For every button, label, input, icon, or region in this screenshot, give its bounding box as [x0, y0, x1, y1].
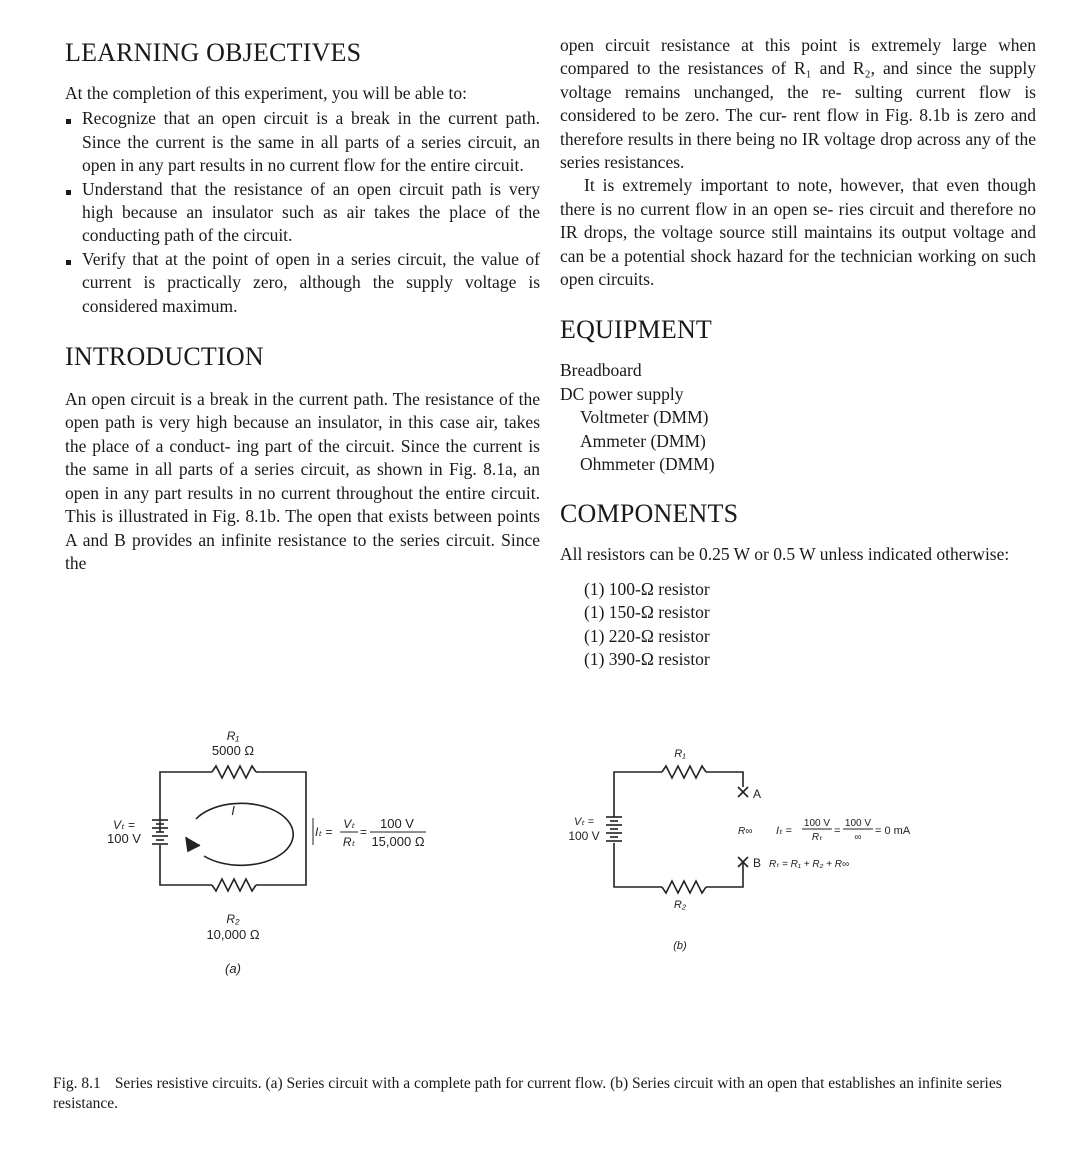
- component-item: (1) 220-Ω resistor: [584, 625, 710, 646]
- point-b-label: B: [753, 856, 762, 870]
- point-a-label: A: [753, 787, 762, 801]
- components-heading: COMPONENTS: [560, 498, 739, 528]
- battery-symbol-a: [152, 820, 168, 844]
- equipment-item: Ohmmeter (DMM): [580, 454, 715, 475]
- formula-frac-num-a: Vₜ: [343, 817, 355, 831]
- objectives-heading: LEARNING OBJECTIVES: [65, 38, 362, 67]
- result-b: = 0 mA: [875, 825, 911, 837]
- open-point-a-marker: [738, 787, 748, 797]
- continuation-para-2: It is extremely important to note, however, that even though there is no current flow in an open se- ries circuit and therefore no IR drops, the voltage source still maintains its output voltage and can be a potential shock hazard for the technician working on such open circuits.: [560, 175, 1036, 290]
- figure-8-1: [0, 715, 1067, 985]
- equipment-heading: EQUIPMENT: [560, 315, 713, 345]
- r1-label-b: R₁: [674, 748, 686, 760]
- resistor-r2-symbol-b: [662, 881, 706, 893]
- rt-formula-b: Rₜ = R₁ + R₂ + R∞: [769, 859, 850, 870]
- objectives-intro: At the completion of this experiment, you will be able to:: [65, 83, 467, 103]
- r-inf-label: R∞: [738, 826, 753, 837]
- components-list: [560, 578, 1036, 672]
- r2-value-a: 10,000 Ω: [206, 927, 260, 942]
- current-loop: [196, 803, 293, 865]
- formula-lhs-a: Iₜ =: [315, 825, 333, 839]
- sub-label-a: (a): [225, 961, 241, 976]
- it-label-b: Iₜ =: [776, 825, 792, 837]
- den2-b: ∞: [854, 832, 862, 843]
- formula-num-a: 100 V: [380, 816, 414, 831]
- equipment-item: Voltmeter (DMM): [580, 407, 709, 428]
- vt-value-b: 100 V: [568, 829, 600, 843]
- formula-a: [313, 816, 426, 849]
- formula-eq-a: =: [360, 825, 368, 839]
- equipment-list: [560, 359, 1036, 476]
- resistor-r2-symbol: [212, 879, 256, 891]
- resistor-r1-symbol-b: [662, 766, 706, 778]
- sub-label-b: (b): [673, 940, 687, 952]
- caption-text: Series resistive circuits. (a) Series circuit with a complete path for current flow. (b) Series circuit with an open that establishes an infinite series resistance.: [53, 1075, 1002, 1112]
- num2-b: 100 V: [844, 818, 872, 829]
- objective-item: Verify that at the point of open in a series circuit, the value of current is practically zero, although the supply voltage is considered maximum.: [65, 248, 540, 318]
- circuit-b: [606, 766, 748, 893]
- right-column: [560, 30, 1036, 672]
- current-label-a: I: [231, 803, 235, 818]
- battery-symbol-b: [606, 817, 622, 841]
- r2-label-a: R₂: [226, 912, 240, 926]
- component-item: (1) 390-Ω resistor: [584, 649, 710, 670]
- objective-item: Recognize that an open circuit is a break in the current path. Since the current is the same in all parts of a series circuit, an open in any part results in no current flow for the entire circuit.: [65, 107, 540, 177]
- component-item: (1) 150-Ω resistor: [584, 602, 710, 623]
- components-intro: All resistors can be 0.25 W or 0.5 W unless indicated otherwise:: [560, 543, 1010, 564]
- eq1-b: =: [834, 825, 841, 837]
- equipment-item: Ammeter (DMM): [580, 430, 706, 451]
- caption-number: Fig. 8.1: [53, 1075, 101, 1092]
- component-item: (1) 100-Ω resistor: [584, 578, 710, 599]
- den1-b: Rₜ: [811, 832, 823, 843]
- equipment-item: Breadboard: [560, 360, 642, 381]
- resistor-r1-symbol: [212, 766, 256, 778]
- r1-value-a: 5000 Ω: [211, 743, 255, 758]
- vt-label-b: Vₜ =: [573, 816, 595, 828]
- formula-frac-den-a: Rₜ: [342, 835, 356, 849]
- formula-den-a: 15,000 Ω: [371, 834, 425, 849]
- continuation-para-1: open circuit resistance at this point is extremely large when compared to the resistances of R₁ and R₂, and since the supply voltage remains unchanged, the re- sulting current flow is considered to be zero. The cur- rent flow in Fig. 8.1b is zero and therefore results in there being no IR voltage drop across any of the series resistances.: [560, 35, 1036, 173]
- objectives-list: [65, 107, 540, 318]
- left-column: [65, 30, 540, 575]
- equipment-item: DC power supply: [560, 383, 684, 404]
- r2-label-b: R₂: [673, 899, 687, 911]
- introduction-heading: INTRODUCTION: [65, 342, 264, 372]
- current-arrow-icon: [186, 837, 200, 851]
- objective-item: Understand that the resistance of an open circuit path is very high because an insulator such as air takes the place of the conducting path of the circuit.: [65, 178, 540, 248]
- vt-label-a: Vₜ =: [113, 818, 135, 832]
- num1-b: 100 V: [803, 818, 831, 829]
- vt-value-a: 100 V: [107, 831, 141, 846]
- figure-caption: [53, 1074, 1013, 1114]
- r1-label-a: R₁: [226, 729, 240, 743]
- introduction-text: An open circuit is a break in the current path. The resistance of the open path is very high because an insulator, in this case air, takes the place of a conduct- ing part of the circuit. Since the current is the same in all parts of a series circuit, as shown in Fig. 8.1a, an open in any part results in no current throughout the entire circuit. This is illustrated in Fig. 8.1b. The open that exists between points A and B provides an infinite resistance to the series circuit. Since the: [65, 389, 540, 573]
- formula-b: [769, 818, 911, 870]
- circuit-diagrams: [0, 715, 1067, 985]
- circuit-a: [152, 766, 306, 891]
